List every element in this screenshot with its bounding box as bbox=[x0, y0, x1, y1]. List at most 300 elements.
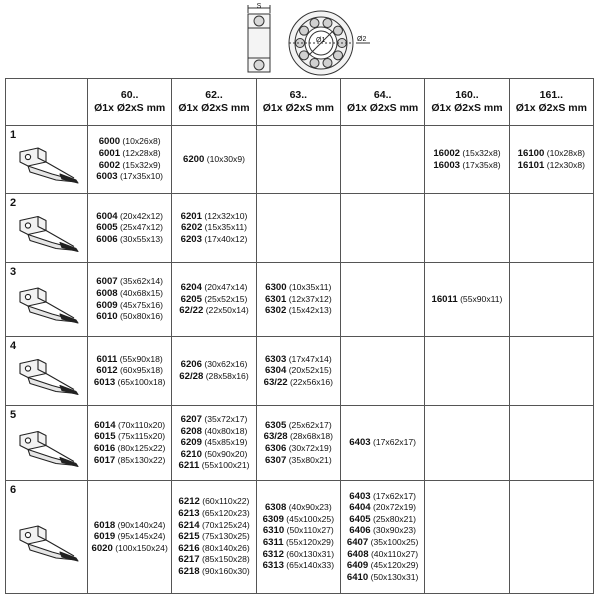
label-s: S bbox=[256, 3, 262, 10]
bearing-dimensions: (90x160x30) bbox=[201, 565, 250, 576]
bearing-cell bbox=[425, 406, 509, 481]
bearing-entry bbox=[341, 560, 424, 572]
bearing-code: 6009 bbox=[96, 299, 118, 311]
bearing-cell bbox=[340, 126, 424, 194]
bearing-code: 16101 bbox=[517, 159, 545, 171]
bearing-dimensions: (17x40x12) bbox=[204, 233, 248, 244]
bearing-entry bbox=[172, 508, 255, 520]
bearing-entry bbox=[172, 566, 255, 578]
table-row bbox=[6, 481, 594, 594]
bearing-dimensions: (70x125x24) bbox=[201, 519, 250, 530]
bearing-dimensions: (65x140x33) bbox=[286, 560, 335, 571]
bearing-dimensions: (30x72x19) bbox=[288, 443, 332, 453]
bearing-entry bbox=[88, 431, 171, 443]
bearing-cell bbox=[509, 126, 593, 194]
bearing-code: 6007 bbox=[96, 276, 118, 288]
bearing-dimensions: (90x140x24) bbox=[117, 519, 166, 530]
bearing-cell bbox=[340, 406, 424, 481]
bearing-entry bbox=[88, 543, 171, 555]
label-d2: Ø2 bbox=[357, 36, 367, 43]
bearing-entry bbox=[257, 282, 340, 294]
bearing-code: 6003 bbox=[96, 171, 118, 183]
bearing-entry bbox=[257, 443, 340, 455]
bearing-code: 6300 bbox=[265, 282, 287, 294]
bearing-entry bbox=[172, 282, 255, 294]
bearing-code: 6203 bbox=[180, 233, 202, 245]
bearing-code: 6006 bbox=[96, 233, 118, 245]
ball-icon bbox=[296, 39, 305, 48]
bearing-entry bbox=[172, 305, 255, 317]
bearing-code: 6406 bbox=[349, 525, 371, 537]
ball-icon bbox=[300, 26, 309, 35]
tool-cell bbox=[6, 337, 88, 406]
bearing-entry bbox=[88, 377, 171, 389]
bearing-cell bbox=[340, 481, 424, 594]
bearing-entry bbox=[88, 455, 171, 467]
tool-6-icon bbox=[16, 512, 80, 572]
bearing-entry bbox=[88, 300, 171, 312]
bearing-cell bbox=[256, 263, 340, 337]
bearing-entry bbox=[341, 549, 424, 561]
bearing-cell bbox=[340, 194, 424, 263]
row-number: 6 bbox=[10, 484, 17, 496]
tool-cell bbox=[6, 126, 88, 194]
bearing-cell bbox=[256, 126, 340, 194]
bearing-dimensions: (30x90x23) bbox=[373, 525, 417, 536]
bearing-dimensions: (25x47x12) bbox=[120, 222, 164, 233]
bearing-entry bbox=[172, 520, 255, 532]
bearing-dimensions: (17x62x17) bbox=[373, 490, 417, 501]
bearing-dimensions: (35x72x17) bbox=[204, 414, 248, 425]
bearing-cell bbox=[425, 263, 509, 337]
bearing-cell bbox=[172, 337, 256, 406]
bearing-code: 6218 bbox=[178, 565, 200, 577]
bearing-entry bbox=[341, 502, 424, 514]
header-64: 64.. Ø1x Ø2xS mm bbox=[340, 79, 424, 126]
tool-2-icon bbox=[16, 206, 80, 259]
bearing-entry bbox=[172, 414, 255, 426]
bearing-dimensions: (65x120x23) bbox=[201, 508, 250, 519]
bearing-entry bbox=[257, 354, 340, 366]
bearing-cell bbox=[88, 406, 172, 481]
bearing-dimensions: (65x100x18) bbox=[117, 376, 166, 387]
bearing-entry bbox=[172, 294, 255, 306]
row-number: 2 bbox=[10, 197, 17, 209]
ball-icon bbox=[323, 19, 332, 28]
bearing-cell bbox=[509, 406, 593, 481]
bearing-code: 6200 bbox=[183, 153, 205, 165]
bearing-cell bbox=[425, 126, 509, 194]
bearing-entry bbox=[257, 502, 340, 514]
bearing-side-view bbox=[248, 5, 270, 72]
bearing-dimensions: (20x52x15) bbox=[288, 365, 332, 376]
bearing-dimensions: (12x30x8) bbox=[546, 159, 585, 170]
bearing-code: 6215 bbox=[178, 531, 200, 543]
bearing-code: 6301 bbox=[264, 293, 287, 305]
bearing-code: 6018 bbox=[93, 519, 116, 531]
bearing-dimensions: (50x80x16) bbox=[120, 311, 164, 322]
header-row bbox=[6, 79, 594, 126]
bearing-cell bbox=[88, 481, 172, 594]
bearing-entry bbox=[172, 554, 255, 566]
bearing-entry bbox=[257, 420, 340, 432]
bearing-entry bbox=[88, 520, 171, 532]
bearing-entry bbox=[172, 437, 255, 449]
bearing-cell bbox=[88, 263, 172, 337]
bearing-entry bbox=[172, 426, 255, 438]
bearing-code: 6202 bbox=[180, 222, 203, 234]
bearing-entry bbox=[172, 234, 255, 246]
bearing-cell bbox=[172, 406, 256, 481]
bearing-entry bbox=[257, 431, 340, 443]
bearing-code: 63/22 bbox=[263, 376, 288, 388]
bearing-code: 6403 bbox=[349, 490, 371, 502]
bearing-code: 6000 bbox=[98, 136, 121, 148]
bearing-entry bbox=[172, 460, 255, 472]
bearing-entry bbox=[257, 560, 340, 572]
bearing-dimensions: (15x32x8) bbox=[462, 147, 501, 158]
bearing-dimensions: (95x145x24) bbox=[117, 531, 166, 542]
bearing-dimensions: (45x120x29) bbox=[370, 560, 419, 571]
bearing-entry bbox=[425, 160, 508, 172]
table-row bbox=[6, 337, 594, 406]
bearing-dimensions: (20x47x14) bbox=[204, 282, 248, 293]
bearing-table-wrap bbox=[5, 78, 594, 597]
bearing-entry bbox=[88, 443, 171, 455]
bearing-entry bbox=[172, 496, 255, 508]
bearing-cell bbox=[172, 481, 256, 594]
bearing-entry bbox=[425, 294, 508, 306]
bearing-dimensions: (45x75x16) bbox=[120, 299, 164, 310]
tool-3-icon bbox=[16, 275, 80, 333]
table-row bbox=[6, 126, 594, 194]
bearing-code: 6019 bbox=[93, 531, 116, 543]
bearing-dimensions: (100x150x24) bbox=[115, 542, 168, 553]
bearing-cell bbox=[88, 337, 172, 406]
bearing-code: 6016 bbox=[93, 443, 116, 454]
bearing-entry bbox=[88, 354, 171, 366]
bearing-entry bbox=[88, 171, 171, 183]
bearing-dimensions: (28x58x16) bbox=[205, 371, 249, 381]
bearing-code: 6313 bbox=[262, 560, 284, 572]
bearing-code: 6008 bbox=[96, 287, 118, 299]
bearing-entry bbox=[510, 160, 593, 172]
header-63: 63.. Ø1x Ø2xS mm bbox=[256, 79, 340, 126]
bearing-cell bbox=[172, 263, 256, 337]
bearing-dimensions: (22x50x14) bbox=[205, 305, 249, 316]
bearing-entry bbox=[257, 377, 340, 389]
bearing-code: 6217 bbox=[178, 554, 200, 566]
bearing-dimensions: (40x68x15) bbox=[120, 287, 164, 298]
bearing-dimensions: (28x68x18) bbox=[290, 431, 334, 442]
bearing-dimensions: (55x100x21) bbox=[201, 460, 250, 471]
bearing-code: 6014 bbox=[94, 419, 116, 431]
bearing-code: 6001 bbox=[98, 147, 121, 159]
bearing-dimensions: (10x35x11) bbox=[289, 282, 332, 293]
bearing-entry bbox=[257, 514, 340, 526]
bearing-code: 6216 bbox=[178, 542, 200, 554]
bearing-dimensions: (45x85x19) bbox=[204, 437, 248, 448]
bearing-code: 6212 bbox=[178, 496, 200, 508]
bearing-code: 6307 bbox=[264, 454, 287, 466]
bearing-code: 6308 bbox=[264, 502, 287, 514]
label-d1: Ø1 bbox=[316, 37, 326, 44]
bearing-cell bbox=[340, 263, 424, 337]
bearing-cell bbox=[88, 126, 172, 194]
bearing-code: 6306 bbox=[264, 443, 287, 454]
bearing-entry bbox=[425, 148, 508, 160]
bearing-dimensions: (25x80x21) bbox=[373, 513, 417, 524]
table-row bbox=[6, 263, 594, 337]
tool-5-icon bbox=[16, 418, 80, 477]
row-number: 4 bbox=[10, 340, 17, 352]
row-number: 5 bbox=[10, 409, 17, 421]
bearing-code: 16011 bbox=[431, 293, 458, 305]
tool-cell bbox=[6, 263, 88, 337]
bearing-code: 6407 bbox=[346, 537, 369, 548]
bearing-dimensions: (60x110x22) bbox=[202, 496, 250, 507]
bearing-dimensions: (35x62x14) bbox=[120, 276, 164, 287]
tool-cell bbox=[6, 194, 88, 263]
bearing-cell bbox=[425, 337, 509, 406]
bearing-cell bbox=[256, 481, 340, 594]
tool-cell bbox=[6, 406, 88, 481]
bearing-code: 6020 bbox=[91, 542, 113, 554]
bearing-cell bbox=[340, 337, 424, 406]
bearing-dimensions: (17x47x14) bbox=[288, 353, 332, 364]
bearing-dimensions: (80x125x22) bbox=[117, 443, 166, 453]
bearing-cell bbox=[509, 194, 593, 263]
bearing-entry bbox=[88, 211, 171, 223]
bearing-entry bbox=[257, 525, 340, 537]
bearing-code: 6002 bbox=[98, 159, 121, 171]
bearing-code: 6312 bbox=[262, 548, 284, 560]
bearing-cell bbox=[256, 337, 340, 406]
header-blank bbox=[6, 79, 88, 126]
ball-icon bbox=[323, 58, 332, 67]
bearing-dimensions: (30x55x13) bbox=[120, 233, 164, 244]
bearing-code: 6302 bbox=[264, 305, 287, 317]
bearing-cell bbox=[509, 263, 593, 337]
bearing-dimensions: (40x110x27) bbox=[370, 548, 419, 559]
bearing-code: 16002 bbox=[433, 147, 461, 159]
bearing-code: 16100 bbox=[517, 147, 545, 159]
bearing-entry bbox=[510, 148, 593, 160]
bearing-dimensions: (40x90x23) bbox=[288, 502, 332, 513]
bearing-code: 6303 bbox=[264, 353, 287, 365]
bearing-entry bbox=[172, 531, 255, 543]
bearing-dimensions: (22x56x16) bbox=[290, 376, 334, 387]
bearing-entry bbox=[172, 543, 255, 555]
bearing-entry bbox=[341, 514, 424, 526]
bearing-entry bbox=[172, 211, 255, 223]
bearing-code: 6404 bbox=[349, 502, 371, 514]
bearing-dimensions: (20x42x12) bbox=[120, 210, 164, 221]
bearing-code: 6311 bbox=[262, 537, 284, 548]
bearing-dimensions: (55x90x18) bbox=[119, 353, 163, 364]
bearing-dimensions: (40x80x18) bbox=[204, 425, 248, 436]
bearing-dimensions: (75x130x25) bbox=[201, 531, 250, 542]
bearing-code: 6305 bbox=[264, 419, 287, 431]
bearing-cell bbox=[256, 194, 340, 263]
bearing-code: 6017 bbox=[93, 454, 116, 466]
bearing-code: 62/28 bbox=[179, 371, 204, 382]
bearing-dimensions: (85x130x22) bbox=[117, 454, 166, 465]
bearing-dimensions: (12x28x8) bbox=[122, 147, 161, 158]
bearing-code: 6201 bbox=[180, 210, 202, 222]
bearing-dimensions: (10x26x8) bbox=[122, 136, 161, 147]
header-161: 161.. Ø1x Ø2xS mm bbox=[509, 79, 593, 126]
tool-1-icon bbox=[16, 138, 80, 190]
bearing-entry bbox=[172, 371, 255, 383]
bearing-dimensions: (15x42x13) bbox=[288, 305, 332, 316]
bearing-cell bbox=[509, 337, 593, 406]
bearing-dimensions: (35x80x21) bbox=[288, 454, 332, 465]
bearing-code: 6205 bbox=[180, 293, 202, 305]
row-number: 3 bbox=[10, 266, 17, 278]
bearing-cell bbox=[425, 481, 509, 594]
bearing-dimensions: (60x130x31) bbox=[286, 548, 335, 559]
bearing-front-view bbox=[289, 11, 370, 75]
bearing-dimensions: (15x35x11) bbox=[204, 222, 248, 233]
bearing-entry bbox=[172, 449, 255, 461]
ball-icon bbox=[310, 19, 319, 28]
bearing-code: 6208 bbox=[180, 425, 202, 437]
tool-4-icon bbox=[16, 349, 80, 402]
bearing-dimensions: (35x100x25) bbox=[370, 537, 419, 547]
bearing-code: 62/22 bbox=[179, 305, 204, 317]
bearing-entry bbox=[88, 365, 171, 377]
row-number: 1 bbox=[10, 129, 17, 141]
bearing-entry bbox=[88, 222, 171, 234]
bearing-cell bbox=[425, 194, 509, 263]
bearing-entry bbox=[341, 537, 424, 549]
bearing-entry bbox=[341, 572, 424, 584]
bearing-dimensions: (17x35x8) bbox=[462, 159, 501, 170]
bearing-dimensions: (55x120x29) bbox=[286, 537, 334, 547]
bearing-code: 6004 bbox=[96, 210, 118, 222]
bearing-code: 6204 bbox=[180, 282, 202, 294]
bearing-code: 6012 bbox=[96, 365, 118, 377]
bearing-code: 6408 bbox=[347, 548, 369, 560]
table-row bbox=[6, 406, 594, 481]
bearing-code: 6210 bbox=[180, 448, 202, 460]
bearing-entry bbox=[341, 491, 424, 503]
bearing-code: 6010 bbox=[96, 311, 118, 323]
ball-icon bbox=[333, 51, 342, 60]
bearing-code: 6410 bbox=[346, 571, 369, 583]
bearing-entry bbox=[257, 305, 340, 317]
bearing-dimensions: (17x62x17) bbox=[373, 437, 417, 448]
bearing-dimensions: (50x90x20) bbox=[204, 448, 248, 459]
bearing-dimensions: (50x130x31) bbox=[370, 571, 419, 582]
bearing-dimensions: (30x62x16) bbox=[204, 359, 248, 370]
bearing-code: 6405 bbox=[349, 513, 371, 525]
bearing-entry bbox=[172, 222, 255, 234]
bearing-entry bbox=[88, 288, 171, 300]
bearing-code: 6013 bbox=[93, 376, 116, 388]
bearing-code: 6304 bbox=[264, 365, 287, 377]
bearing-entry bbox=[88, 234, 171, 246]
bearing-entry bbox=[172, 154, 255, 166]
bearing-entry bbox=[88, 276, 171, 288]
header-60: 60.. Ø1x Ø2xS mm bbox=[88, 79, 172, 126]
bearing-dimensions: (20x72x19) bbox=[373, 502, 417, 513]
ball-icon bbox=[300, 51, 309, 60]
bearing-dimensions: (60x95x18) bbox=[120, 365, 164, 376]
bearing-dimensions: (50x110x27) bbox=[286, 525, 334, 536]
bearing-dimensions: (10x30x9) bbox=[206, 153, 245, 164]
bearing-dimensions: (45x100x25) bbox=[286, 513, 335, 524]
bearing-entry bbox=[257, 294, 340, 306]
bearing-entry bbox=[257, 455, 340, 467]
bearing-dimensions: (12x32x10) bbox=[204, 210, 248, 221]
bearing-entry bbox=[88, 531, 171, 543]
bearing-entry bbox=[341, 525, 424, 537]
bearing-code: 6409 bbox=[346, 560, 369, 572]
bearing-code: 6310 bbox=[262, 525, 285, 537]
bearing-code: 6214 bbox=[178, 519, 200, 531]
bearing-diagram bbox=[0, 0, 600, 78]
bearing-code: 6206 bbox=[180, 359, 202, 371]
bearing-code: 6015 bbox=[94, 431, 116, 443]
bearing-code: 6403 bbox=[349, 437, 371, 449]
bearing-cell bbox=[256, 406, 340, 481]
bearing-cell bbox=[172, 194, 256, 263]
bearing-code: 6011 bbox=[96, 353, 118, 365]
bearing-dimensions: (25x52x15) bbox=[204, 293, 248, 304]
bearing-entry bbox=[88, 160, 171, 172]
bearing-dimensions: (25x62x17) bbox=[288, 419, 332, 430]
bearing-code: 6209 bbox=[180, 437, 202, 449]
bearing-code: 6213 bbox=[178, 508, 200, 520]
tool-cell bbox=[6, 481, 88, 594]
bearing-entry bbox=[172, 359, 255, 371]
header-62: 62.. Ø1x Ø2xS mm bbox=[172, 79, 256, 126]
bearing-entry bbox=[88, 148, 171, 160]
bearing-table bbox=[5, 78, 594, 594]
bearing-entry bbox=[257, 537, 340, 549]
bearing-cell bbox=[172, 126, 256, 194]
bearing-dimensions: (12x37x12) bbox=[288, 293, 332, 304]
bearing-dimensions: (15x32x9) bbox=[122, 159, 161, 170]
bearing-dimensions: (17x35x10) bbox=[120, 171, 164, 182]
bearing-dimensions: (85x150x28) bbox=[201, 554, 250, 565]
bearing-entry bbox=[257, 365, 340, 377]
bearing-code: 6211 bbox=[178, 460, 200, 472]
ball-icon bbox=[333, 26, 342, 35]
bearing-cell bbox=[88, 194, 172, 263]
bearing-entry bbox=[341, 437, 424, 449]
bearing-code: 16003 bbox=[433, 159, 461, 171]
table-row bbox=[6, 194, 594, 263]
bearing-entry bbox=[257, 549, 340, 561]
bearing-code: 6309 bbox=[262, 513, 284, 525]
bearing-code: 6005 bbox=[96, 222, 118, 234]
bearing-code: 63/28 bbox=[263, 431, 288, 443]
bearing-entry bbox=[88, 136, 171, 148]
bearing-dimensions: (10x28x8) bbox=[546, 147, 585, 158]
bearing-code: 6207 bbox=[180, 414, 202, 426]
bearing-dimensions: (75x115x20) bbox=[117, 431, 166, 442]
bearing-entry bbox=[88, 420, 171, 432]
bearing-cell bbox=[509, 481, 593, 594]
header-160: 160.. Ø1x Ø2xS mm bbox=[425, 79, 509, 126]
ball-icon bbox=[310, 58, 319, 67]
bearing-dimensions: (55x90x11) bbox=[460, 293, 503, 304]
bearing-entry bbox=[88, 311, 171, 323]
bearing-dimensions: (80x140x26) bbox=[201, 542, 250, 553]
